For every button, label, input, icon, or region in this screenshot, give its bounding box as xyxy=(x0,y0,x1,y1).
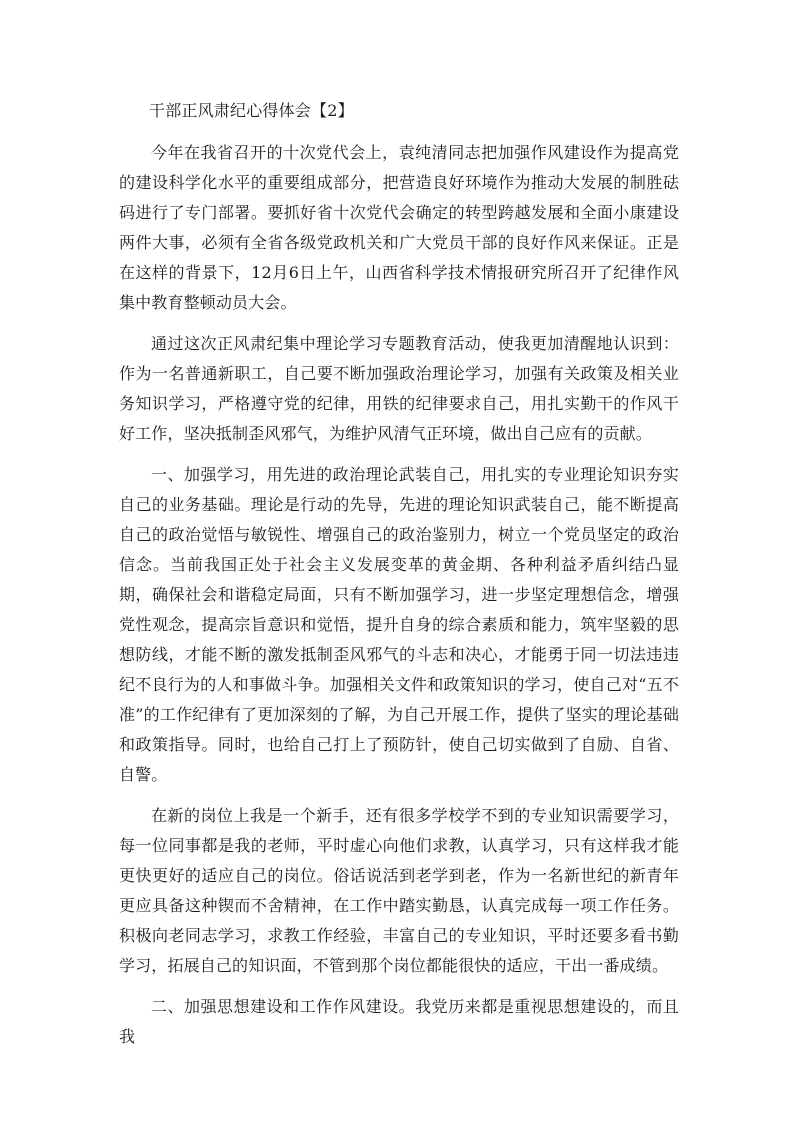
paragraph-new-position: 在新的岗位上我是一个新手，还有很多学校学不到的专业知识需要学习，每一位同事都是我的老师，平时虚心向他们求教，认真学习，只有这样我才能更快更好的适应自己的岗位。俗话说活到老学到老，作为一名新世纪的新青年更应具备这种锲而不舍精神，在工作中踏实勤恳，认真完成每一项工作任务。积极向老同志学习，求教工作经验，丰富自己的专业知识，平时还要多看书勤学习，拓展自己的知识面，不管到那个岗位都能很快的适应，干出一番成绩。 xyxy=(119,806,679,975)
document-title: 干部正风肃纪心得体会【2】 xyxy=(149,101,354,120)
document-body xyxy=(119,96,679,1063)
paragraph-point-two: 二、加强思想建设和工作作风建设。我党历来都是重视思想建设的，而且我 xyxy=(119,997,679,1046)
paragraph-intro: 今年在我省召开的十次党代会上，袁纯清同志把加强作风建设作为提高党的建设科学化水平的重要组成部分，把营造良好环境作为推动大发展的制胜砝码进行了专门部署。要抓好省十次党代会确定的转型跨越发展和全面小康建设两件大事，必须有全省各级党政机关和广大党员干部的良好作风来保证。正是在这样的背景下，12月6日上午，山西省科学技术情报研究所召开了纪律作风集中教育整顿动员大会。 xyxy=(119,143,679,312)
paragraph-point-one: 一、加强学习，用先进的政治理论武装自己，用扎实的专业理论知识夯实自己的业务基础。理论是行动的先导，先进的理论知识武装自己，能不断提高自己的政治觉悟与敏锐性、增强自己的政治鉴别力，树立一个党员坚定的政治信念。当前我国正处于社会主义发展变革的黄金期、各种利益矛盾纠结凸显期，确保社会和谐稳定局面，只有不断加强学习，进一步坚定理想信念，增强党性观念，提高宗旨意识和觉悟，提升自身的综合素质和能力，筑牢坚毅的思想防线，才能不断的激发抵制歪风邪气的斗志和决心，才能勇于同一切法违违纪不良行为的人和事做斗争。加强相关文件和政策知识的学习，使自己对“五不准”的工作纪律有了更加深刻的了解，为自己开展工作，提供了坚实的理论基础和政策指导。同时，也给自己打上了预防针，使自己切实做到了自励、自省、自警。 xyxy=(119,465,679,784)
paragraph-realization: 通过这次正风肃纪集中理论学习专题教育活动，使我更加清醒地认识到：作为一名普通新职工，自己要不断加强政治理论学习，加强有关政策及相关业务知识学习，严格遵守党的纪律，用铁的纪律要求自己，用扎实勤干的作风干好工作，坚决抵制歪风邪气，为维护风清气正环境，做出自己应有的贡献。 xyxy=(119,334,679,443)
